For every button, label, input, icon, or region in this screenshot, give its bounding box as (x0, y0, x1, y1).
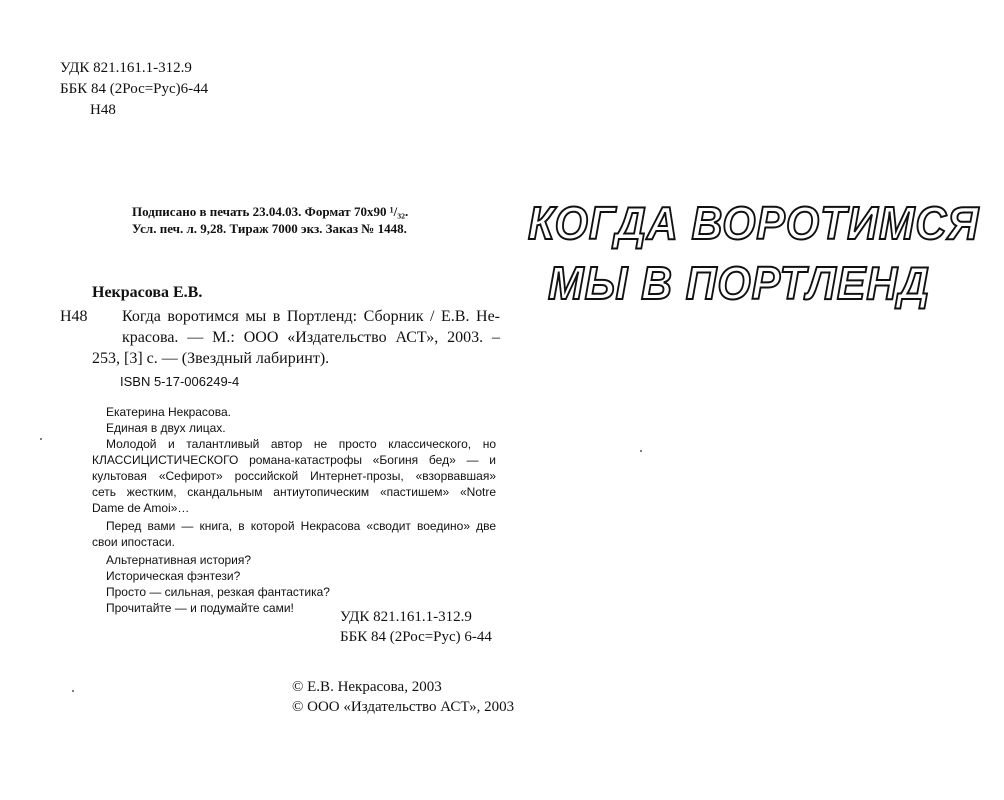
isbn: ISBN 5-17-006249-4 (120, 374, 240, 389)
annotation-line-3: Молодой и талантливый автор не просто классического, но (106, 437, 496, 451)
annotation-line-12: Просто — сильная, резкая фантастика? (106, 585, 330, 599)
copyright-publisher: © ООО «Издательство АСТ», 2003 (292, 699, 515, 715)
author-mark-top: Н48 (90, 102, 116, 118)
bib-line-1: Когда воротимся мы в Портленд: Сборник / Е.В. Не- (122, 308, 500, 325)
bib-description (122, 306, 500, 348)
bbk-code-top: ББК 84 (2Рос=Рус)6-44 (60, 81, 209, 97)
annotation-line-2: Единая в двух лицах. (106, 421, 226, 435)
annotation-line-9: свои ипостаси. (92, 535, 175, 549)
annotation-paragraph-1 (92, 436, 496, 516)
book-title-line-2: МЫ В ПОРТЛЕНД (548, 257, 930, 309)
annotation-line-8: Перед вами — книга, в которой Некрасова «сводит воедино» две (106, 519, 496, 533)
book-title-line-1: КОГДА ВОРОТИМСЯ (528, 197, 980, 249)
scan-speck (640, 450, 642, 452)
annotation-line-11: Историческая фэнтези? (106, 569, 241, 583)
bib-line-2: красова. — М.: ООО «Издательство АСТ», 2003. – (122, 329, 500, 346)
print-info-line-2: Усл. печ. л. 9,28. Тираж 7000 экз. Заказ № 1448. (132, 221, 407, 236)
annotation-line-4: КЛАССИЦИСТИЧЕСКОГО романа-катастрофы «Богиня бед» — и (92, 453, 496, 467)
annotation-line-10: Альтернативная история? (106, 553, 252, 567)
print-info-line-1: Подписано в печать 23.04.03. Формат 70х90 ¹/₃₂. (132, 204, 409, 219)
udk-code-top: УДК 821.161.1-312.9 (60, 60, 192, 76)
annotation-line-7: Dame de Amoi»… (92, 501, 190, 515)
annotation-line-5: культовая «Сефирот» российской Интернет-прозы, «взорвавшая» (92, 469, 496, 483)
copyright-author: © Е.В. Некрасова, 2003 (292, 679, 442, 695)
bib-author-mark: Н48 (60, 308, 88, 325)
udk-code-bottom: УДК 821.161.1-312.9 (340, 609, 472, 625)
annotation-line-13: Прочитайте — и подумайте сами! (106, 601, 294, 615)
annotation-line-6: сеть жестким, скандальным антиутопическим «пастишем» «Notre (92, 485, 496, 499)
scan-speck (72, 690, 74, 692)
bib-line-3: 253, [3] с. — (Звездный лабиринт). (92, 350, 330, 367)
bbk-code-bottom: ББК 84 (2Рос=Рус) 6-44 (340, 629, 492, 645)
annotation-line-1: Екатерина Некрасова. (106, 405, 231, 419)
scan-speck (40, 438, 42, 440)
bib-author: Некрасова Е.В. (92, 284, 203, 301)
annotation-paragraph-2 (92, 518, 496, 550)
